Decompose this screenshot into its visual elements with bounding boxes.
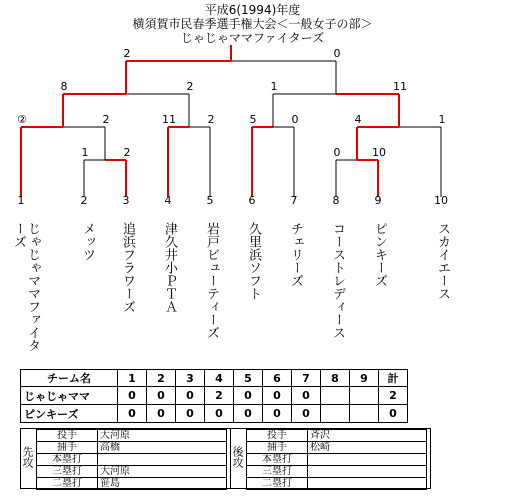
player-name xyxy=(308,466,427,478)
seed-number: 9 xyxy=(374,194,382,207)
team-name: 津久井小ＰＴＡ xyxy=(162,222,177,313)
scoreboard-table xyxy=(20,369,408,423)
team-name: 追浜フラワーズ xyxy=(120,222,135,313)
player-name: 松崎 xyxy=(308,442,427,454)
player-name: 高橋 xyxy=(98,442,227,454)
position-label: 本塁打 xyxy=(247,454,308,466)
team-name-header: チーム名 xyxy=(21,370,118,387)
player-name xyxy=(308,454,427,466)
position-label: 本塁打 xyxy=(37,454,98,466)
semi-score: 11 xyxy=(393,80,407,93)
inning-score: 0 xyxy=(147,405,176,423)
seed-number: 7 xyxy=(290,194,298,207)
seed-number: 8 xyxy=(332,194,340,207)
qf-score: 11 xyxy=(162,113,176,126)
semi-score: 2 xyxy=(186,80,194,93)
r1-score: 0 xyxy=(333,146,341,159)
inning-header: 5 xyxy=(234,370,263,387)
position-label: 三塁打 xyxy=(247,466,308,478)
second-attack-label: 後攻 xyxy=(231,446,244,468)
inning-score: 0 xyxy=(176,405,205,423)
title-line-2: 横須賀市民春季選手権大会＜一般女子の部＞ xyxy=(132,17,373,31)
team-name: じゃじゃママファイターズ xyxy=(11,222,40,352)
inning-header: 6 xyxy=(263,370,292,387)
seed-number: 10 xyxy=(434,194,448,207)
qf-score: ② xyxy=(17,113,27,126)
seed-number: 5 xyxy=(206,194,214,207)
r1-score: 1 xyxy=(81,146,89,159)
total-header: 計 xyxy=(379,370,408,387)
inning-score: 0 xyxy=(234,405,263,423)
semi-score: 8 xyxy=(60,80,68,93)
title-line-1: 平成6(1994)年度 xyxy=(204,3,301,17)
inning-score: 0 xyxy=(118,387,147,405)
second-battery-table xyxy=(246,429,427,490)
team-name: メッツ xyxy=(80,222,95,261)
inning-header: 8 xyxy=(321,370,350,387)
team-name: チェリーズ xyxy=(288,222,303,287)
inning-score xyxy=(321,405,350,423)
inning-score xyxy=(321,387,350,405)
inning-score: 0 xyxy=(234,387,263,405)
player-name: 大河原 xyxy=(98,430,227,442)
seed-number: 6 xyxy=(248,194,256,207)
seed-number: 4 xyxy=(164,194,172,207)
seed-number: 1 xyxy=(17,194,25,207)
qf-score: 4 xyxy=(354,113,362,126)
scoreboard-row xyxy=(21,405,408,423)
qf-score: 2 xyxy=(102,113,110,126)
inning-header: 1 xyxy=(118,370,147,387)
inning-score: 0 xyxy=(176,387,205,405)
inning-score: 0 xyxy=(292,405,321,423)
inning-header: 9 xyxy=(350,370,379,387)
scoreboard-row xyxy=(21,387,408,405)
first-battery-table xyxy=(36,429,227,490)
inning-score xyxy=(350,387,379,405)
seed-number: 3 xyxy=(122,194,130,207)
player-name: 斉沢 xyxy=(308,430,427,442)
inning-score: 0 xyxy=(205,405,234,423)
position-label: 投手 xyxy=(37,430,98,442)
r1-score: 10 xyxy=(372,146,386,159)
team-name: ピンキーズ xyxy=(372,222,387,287)
seed-number: 2 xyxy=(80,194,88,207)
total-score: 0 xyxy=(379,405,408,423)
inning-header: 4 xyxy=(205,370,234,387)
player-name xyxy=(308,478,427,490)
qf-score: 1 xyxy=(438,113,446,126)
position-label: 二塁打 xyxy=(37,478,98,490)
position-label: 捕手 xyxy=(247,442,308,454)
qf-score: 2 xyxy=(207,113,215,126)
inning-score xyxy=(350,405,379,423)
qf-score: 0 xyxy=(291,113,299,126)
r1-score: 2 xyxy=(123,146,131,159)
inning-header: 2 xyxy=(147,370,176,387)
row-team-name: じゃじゃママ xyxy=(21,387,118,405)
team-name: 岩戸ビューティーズ xyxy=(204,222,219,339)
inning-score: 0 xyxy=(263,405,292,423)
scoreboard-header-row xyxy=(21,370,408,387)
final-score-left: 2 xyxy=(123,47,131,60)
team-name: コーストレディース xyxy=(330,222,345,339)
player-name xyxy=(98,454,227,466)
player-name: 笹島 xyxy=(98,478,227,490)
position-label: 二塁打 xyxy=(247,478,308,490)
inning-score: 0 xyxy=(118,405,147,423)
row-team-name: ピンキーズ xyxy=(21,405,118,423)
semi-score: 1 xyxy=(270,80,278,93)
inning-score: 0 xyxy=(147,387,176,405)
position-label: 三塁打 xyxy=(37,466,98,478)
position-label: 投手 xyxy=(247,430,308,442)
inning-header: 3 xyxy=(176,370,205,387)
qf-score: 5 xyxy=(249,113,257,126)
inning-header: 7 xyxy=(292,370,321,387)
team-name: スカイエース xyxy=(435,222,450,300)
team-name: 久里浜ソフト xyxy=(246,222,261,300)
position-label: 捕手 xyxy=(37,442,98,454)
inning-score: 2 xyxy=(205,387,234,405)
champion-name: じゃじゃママファイターズ xyxy=(180,31,325,45)
player-name: 大河原 xyxy=(98,466,227,478)
inning-score: 0 xyxy=(292,387,321,405)
first-attack-label: 先攻 xyxy=(21,446,34,468)
total-score: 2 xyxy=(379,387,408,405)
inning-score: 0 xyxy=(263,387,292,405)
final-score-right: 0 xyxy=(333,47,341,60)
